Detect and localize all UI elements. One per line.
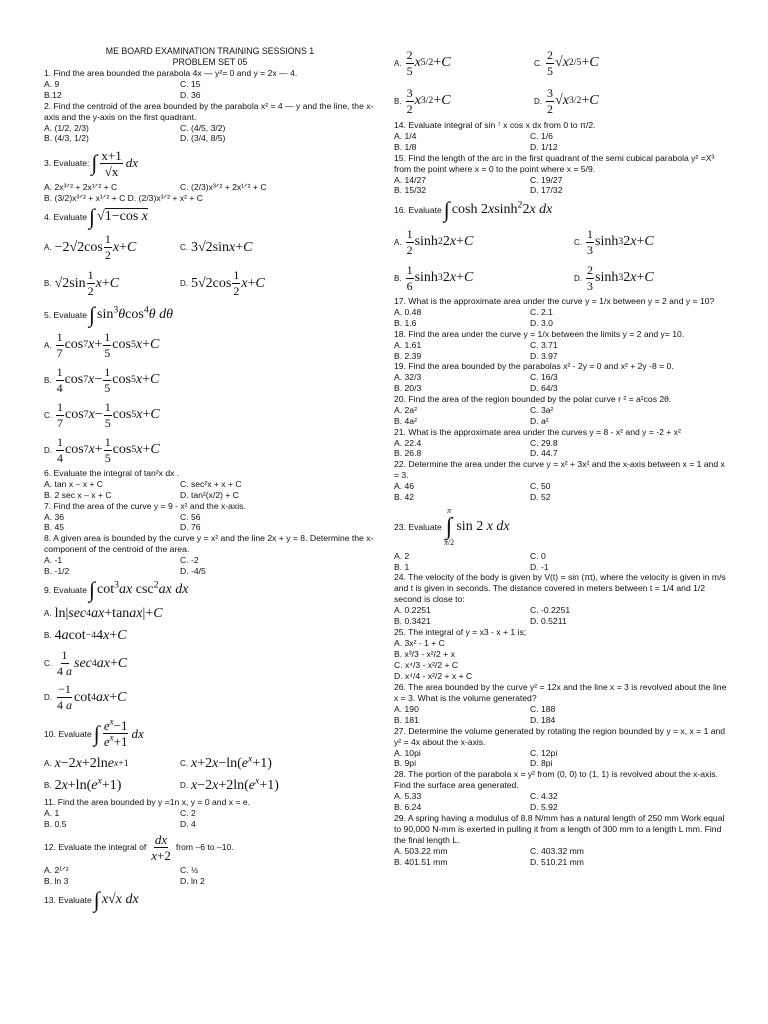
question-20: 20. Find the area of the region bounded by the polar curve r ² = a²cos 2θ. <box>394 393 672 404</box>
question-4: 4. Evaluate ∫ √1−cos x <box>44 203 148 229</box>
question-18: 18. Find the area under the curve y = 1/x between the limits y = 2 and y= 10. <box>394 328 685 339</box>
question-14: 14. Evaluate integral of sin ⁷ x cos x dx from 0 to π/2. <box>394 120 596 130</box>
header-line2: PROBLEM SET 05 <box>172 57 248 67</box>
question-25: 25. The integral of y = x3 - x + 1 is; <box>394 626 527 637</box>
question-5: 5. Evaluate ∫ $\sin^3\theta\cos^4\theta$ dθ <box>44 301 174 327</box>
option-5a: A. $\frac{1}{7}$ cos 7 x + $\frac{1}{5}$ cos 5 x + C <box>44 329 160 360</box>
header-line1: ME BOARD EXAMINATION TRAINING SESSIONS 1 <box>105 46 315 56</box>
question-10: 10. Evaluate ∫ $\frac{e^x-1}{e^x+1}$ dx <box>44 716 144 750</box>
question-6: 6. Evaluate the integral of tan²x dx . <box>44 467 180 478</box>
option-5b: B. $\frac{1}{4}$ cos 7 x − $\frac{1}{5}$ cos 5 x + C <box>44 364 160 395</box>
question-9: 9. Evaluate ∫ $\cot^3ax$ $\csc^2ax$ dx <box>44 576 189 602</box>
question-22: 22. Determine the area under the curve y = x² + 3x² and the x-axis between x = 1 and x = 3. <box>394 459 725 481</box>
options-13b: B. $\frac{3}{2}$ x 3/2 + C D. $\frac{3}{2}$ √ x 3/2 + C <box>394 85 599 116</box>
question-21: 21. What is the approximate area under the curves y = 8 - x² and y = -2 + x² <box>394 426 681 437</box>
question-28: 28. The portion of the parabola x = y² from (0, 0) to (1, 1) is revolved about the x-axis. Find the surface area generated. <box>394 769 718 791</box>
question-16: 16. Evaluate ∫ cosh 2xsinh$^2$2x dx <box>394 197 553 223</box>
question-15: 15. Find the length of the arc in the first quadrant of the semi cubical parabola y² =X³ from the point where x = 0 to the point where x = 5/9. <box>394 152 715 174</box>
question-7: 7. Find the area of the curve y = 9 - x² and the x-axis. <box>44 500 246 511</box>
question-12: 12. Evaluate the integral of $\frac{dx}{x+2}$ from –6 to –10. <box>44 831 234 863</box>
option-5c: C. $\frac{1}{7}$ cos 7 x − $\frac{1}{5}$ cos 5 x + C <box>44 399 160 430</box>
right-column: A. $\frac{2}{5}$ x 5/2 + C C. $\frac{2}{5}$ √ x 2/5 + C B. $\frac{3}{2}$ x 3/2 + C D. $\frac{3}{2}$ √ x 3/2 + C 14. Evaluate integral of sin ⁷ x cos x dx from 0 to π/2. A. 1/4 C. 1/6 B. 1/8 D. 1/12 15. Find the length of the arc in the first quadrant of the semi cubical parabola y² =X³ from the point where x = 0 to the point where x = 5/9. A. 14/27 C. 19/27 B. 15/32 D. 17/32 16. Evaluate ∫ cosh 2xsinh$^2$2x dx A. $\frac{1}{2}$ sinh 2 2 x + C C. $\frac{1}{3}$ sinh 3 2 x + C B. $\frac{1}{6}$ sinh 3 2 x + C D. $\frac{2}{3}$ sinh 3 2 x + C 17. What is the approximate area under the curve y = 1/x between y = 2 and y = 10? A. 0.48 C. 2.1 B. 1.6 D. 3.0 18. Find the area under the curve y = 1/x between the limits y = 2 and y= 10. A. 1.61 C. 3.71 B. 2.39 D. 3.97 19. Find the area bounded by the parabolas x² - 2y = 0 and x² + 2y -8 = 0. A. 32/3 C. 16/3 B. 20/3 D. 64/3 20. Find the area of the region bounded by the polar curve r ² = a²cos 2θ. A. 2a² C. 3a² B. 4a² D. a² 21. What is the approximate area under the curves y = 8 - x² and y = -2 + x² A. 22.4 C. 29.8 B. 26.8 D. 44.7 22. Determine the area under the curve y = x² + 3x² and the x-axis between x = 1 and x = 3. A. 46 C. 50 B. 42 D. 52 23. Evaluate π ∫ π/2 sin 2 x dx A. 2 C. 0 B. 1 D. -1 24. The velocity of the body is given by V(t) = sin (πt), where the velocity is given in m/s and t is given in seconds. The distance covered in meters between t = 1/4 and 1/2 second is close to: A. 0.2251 C. -0.2251 B. 0.3421 D. 0.5211 25. The integral of y = x3 - x + 1 is; A. 3x² - 1 + C B. x³/3 - x²/2 + x C. x⁴/3 - x²/2 + C D. x⁴/4 - x²/2 + x + C 26. The area bounded by the curve y² = 12x and the line x = 3 is revolved about the line x = 3. What is the volume generated? A. 190 C. 188 B. 181 D. 184 27. Determine the volume generated by rotating the region bounded by y = x, x = 1 and y² = 4x about the x-axis. A. 10pi C. 12pi B. 9pi D. 8pi 28. The portion of the parabola x = y² from (0, 0) to (1, 1) is revolved about the x-axis. Find the surface area generated. A. 5.33 C. 4.32 B. 6.24 D. 5.92 29. A spring having a modulus of 8.8 N/mm has a natural length of 250 mm Work equal to 90,000 N-mm is exerted in pulling it from a length of 300 mm to a length L mm. Find the final length L. A. 503.22 mm C. 403.32 mm B. 401.51 mm D. 510.21 mm <box>394 0 728 867</box>
question-3: 3. Evaluate: ∫ $\frac{x+1}{√x}$ dx <box>44 147 139 179</box>
question-29: 29. A spring having a modulus of 8.8 N/mm has a natural length of 250 mm Work equal to 90,000 N-mm is exerted in pulling it from a length of 300 mm to a length L mm. Find the final length L. <box>394 812 725 845</box>
question-26: 26. The area bounded by the curve y² = 12x and the line x = 3 is revolved about the line x = 3. What is the volume generated? <box>394 681 727 703</box>
options-1: A. 9 C. 15 <box>44 79 201 89</box>
options-2: A. (1/2, 2/3) C. (4/5, 3/2) <box>44 122 226 133</box>
question-11: 11. Find the area bounded by y =1n x, y = 0 and x = e. <box>44 796 250 807</box>
question-1: 1. Find the area bounded the parabola 4x — y²= 0 and y = 2x — 4. <box>44 68 298 78</box>
options-4: A. −2√2cos $\frac{1}{2}$ x + C C. 3√2sin x + C <box>44 232 253 263</box>
options-3: A. 2x³ᐟ² + 2x¹ᐟ² + C C. (2/3)x³ᐟ² + 2x¹ᐟ² + C <box>44 182 267 193</box>
question-17: 17. What is the approximate area under the curve y = 1/x between y = 2 and y = 10? <box>394 296 715 307</box>
question-19: 19. Find the area bounded by the parabolas x² - 2y = 0 and x² + 2y -8 = 0. <box>394 361 674 372</box>
question-27: 27. Determine the volume generated by rotating the region bounded by y = x, x = 1 and y² = 4x about the x-axis. <box>394 725 726 747</box>
question-2: 2. Find the centroid of the area bounded by the parabola x² = 4 — y and the line, the x-axis and the y-axis on the first quadrant. <box>44 100 374 122</box>
options-13a: A. $\frac{2}{5}$ x 5/2 + C C. $\frac{2}{5}$ √ x 2/5 + C <box>394 47 599 78</box>
question-24: 24. The velocity of the body is given by V(t) = sin (πt), where the velocity is given in m/s and t is given in seconds. The distance covered in meters between t = 1/4 and 1/2 second is close to: <box>394 572 726 605</box>
option-5d: D. $\frac{1}{4}$ cos 7 x + $\frac{1}{5}$ cos 5 x + C <box>44 434 160 465</box>
question-13: 13. Evaluate ∫ x√x dx <box>44 886 139 912</box>
question-8: 8. A given area is bounded by the curve y = x² and the line 2x + y = 8. Determine the x-component of the centroid of the area. <box>44 533 374 555</box>
left-column: ME BOARD EXAMINATION TRAINING SESSIONS 1 PROBLEM SET 05 1. Find the area bounded the parabola 4x — y²= 0 and y = 2x — 4. A. 9 C. 15 B.12 D. 36 2. Find the centroid of the area bounded by the parabola x² = 4 — y and the line, the x-axis and the y-axis on the first quadrant. A. (1/2, 2/3) C. (4/5, 3/2) B. (4/3, 1/2) D. (3/4, 8/5) 3. Evaluate: ∫ $\frac{x+1}{√x}$ dx A. 2x³ᐟ² + 2x¹ᐟ² + C C. (2/3)x³ᐟ² + 2x¹ᐟ² + C B. (3/2)x³ᐟ² + x¹ᐟ² + C D. (2/3)x³ᐟ² + x² + C 4. Evaluate ∫ √1−cos x A. −2√2cos $\frac{1}{2}$ x + C C. 3√2sin x + C B. √2sin $\frac{1}{2}$ x + C D. 5√2cos $\frac{1}{2}$ x + C 5. Evaluate ∫ $\sin^3\theta\cos^4\theta$ dθ A. $\frac{1}{7}$ cos 7 x + $\frac{1}{5}$ cos 5 x + C B. $\frac{1}{4}$ cos 7 x − $\frac{1}{5}$ cos 5 x + C C. $\frac{1}{7}$ cos 7 x − $\frac{1}{5}$ cos 5 x + C D. $\frac{1}{4}$ cos 7 x + $\frac{1}{5}$ cos 5 x + C 6. Evaluate the integral of tan²x dx . A. tan x – x + C C. sec²x + x + C B. 2 sec x – x + C D. tan²(x/2) + C 7. Find the area of the curve y = 9 - x² and the x-axis. A. 36 C. 56 B. 45 D. 76 8. A given area is bounded by the curve y = x² and the line 2x + y = 8. Determine the x-component of the centroid of the area. A. -1 C. -2 B. -1/2 D. -4/5 9. Evaluate ∫ $\cot^3ax$ $\csc^2ax$ dx A. ln| sec 4 ax +tan ax |+ C B. 4 a cot −4 4 x + C C. $\frac{1}{4 a}$ sec 4 ax + C D. $\frac{-1}{4 a}$ cot 4 ax + C 10. Evaluate ∫ $\frac{e^x-1}{e^x+1}$ dx A. x −2 x +2ln e x+1 C. x +2 x −ln( $e^x$ +1) B. 2 x +ln( $e^x$ +1) D. x −2 x +2ln( $e^x$ +1) 11. Find the area bounded by y =1n x, y = 0 and x = e. A. 1 C. 2 B. 0.5 D. 4 12. Evaluate the integral of $\frac{dx}{x+2}$ from –6 to –10. A. 2¹ᐟ² C. ½ B. ln 3 D. ln 2 13. Evaluate ∫ x√x dx <box>44 0 376 913</box>
question-23: 23. Evaluate π ∫ π/2 sin 2 x dx <box>394 505 510 547</box>
